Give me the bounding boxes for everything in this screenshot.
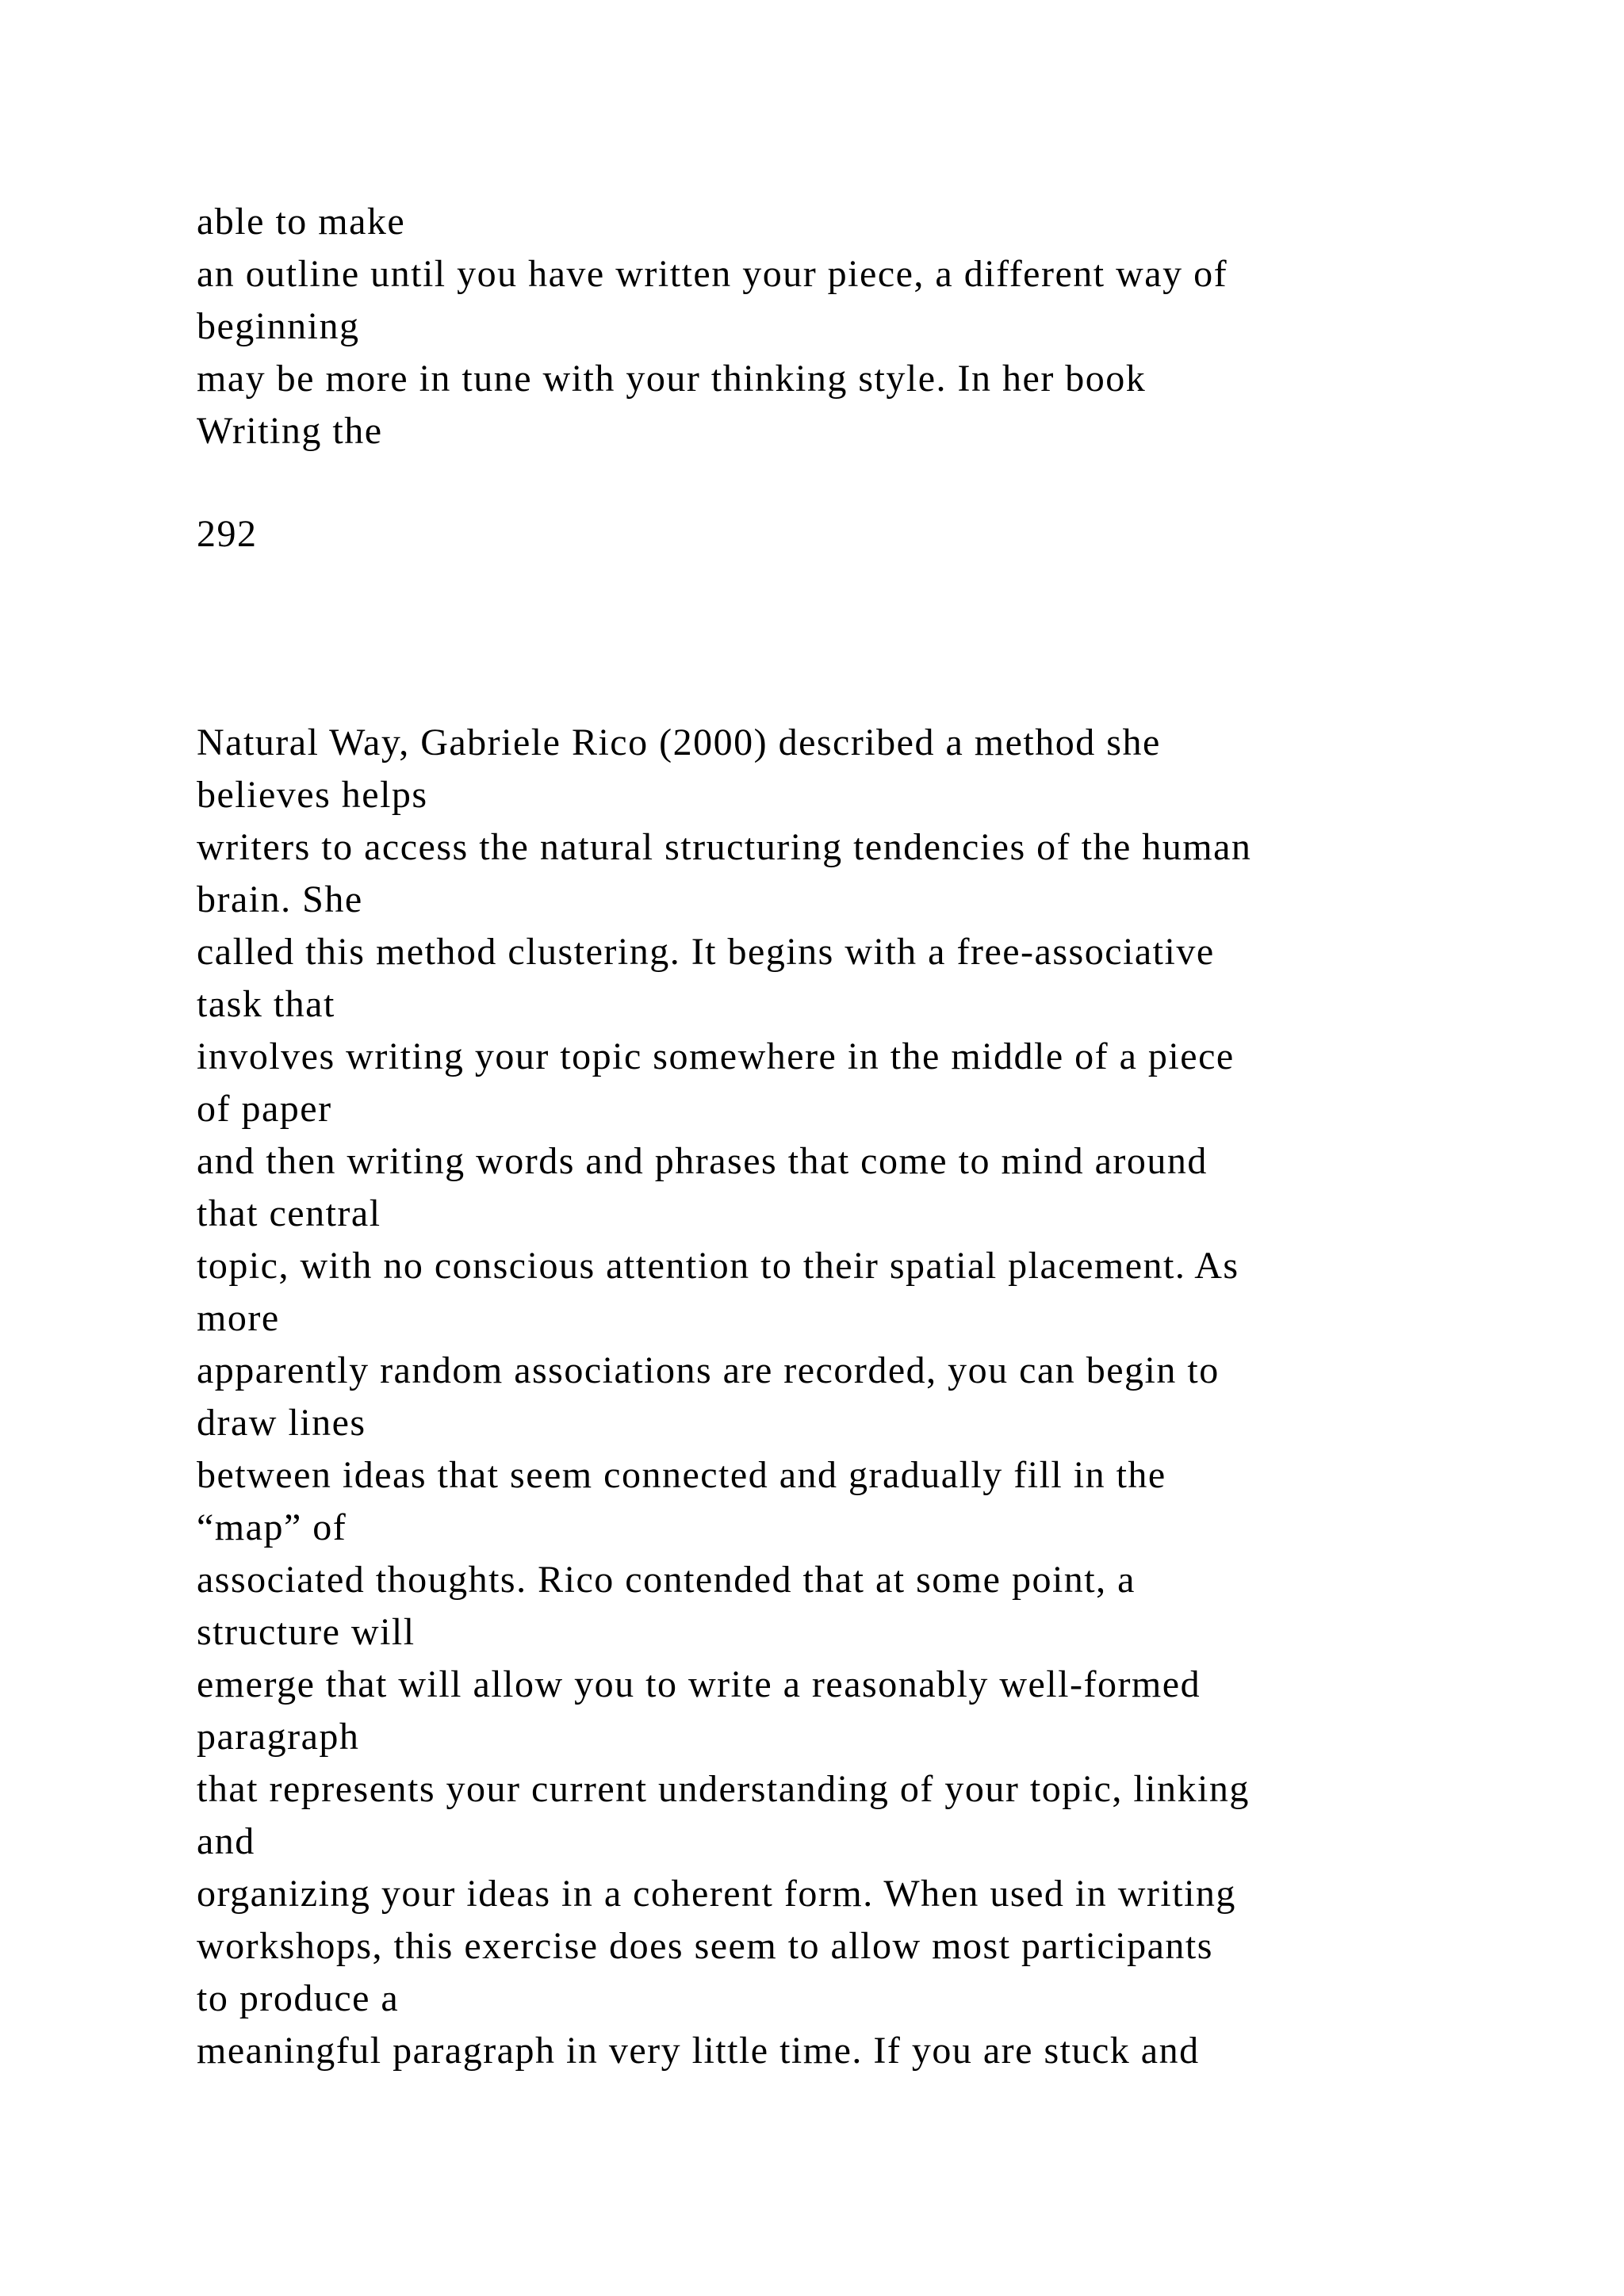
text-line: called this method clustering. It begins with a free-associative xyxy=(197,931,1215,973)
text-line: and then writing words and phrases that come to mind around xyxy=(197,1140,1208,1182)
text-line: brain. She xyxy=(197,878,363,920)
text-line: writers to access the natural structuring tendencies of the human xyxy=(197,826,1252,868)
text-line: that central xyxy=(197,1192,381,1234)
text-line: to produce a xyxy=(197,1977,400,2019)
text-line: an outline until you have written your piece, a different way of xyxy=(197,253,1228,295)
text-line: structure will xyxy=(197,1611,416,1653)
text-line: task that xyxy=(197,983,335,1025)
text-line: and xyxy=(197,1820,255,1862)
text-line: able to make xyxy=(197,201,406,243)
text-line: associated thoughts. Rico contended that at some point, a xyxy=(197,1559,1136,1601)
text-line: of paper xyxy=(197,1088,332,1130)
text-line: meaningful paragraph in very little time. If you are stuck and xyxy=(197,2030,1200,2072)
text-line: paragraph xyxy=(197,1716,360,1758)
text-line: may be more in tune with your thinking style. In her book xyxy=(197,358,1147,400)
text-line: workshops, this exercise does seem to allow most participants xyxy=(197,1925,1213,1967)
text-line: draw lines xyxy=(197,1402,366,1444)
page-number: 292 xyxy=(197,513,258,555)
text-line: Writing the xyxy=(197,410,383,452)
text-line: organizing your ideas in a coherent form. When used in writing xyxy=(197,1873,1236,1915)
text-line: between ideas that seem connected and gradually fill in the xyxy=(197,1454,1166,1496)
main-text-block xyxy=(197,717,1592,2077)
text-line: apparently random associations are recorded, you can begin to xyxy=(197,1349,1220,1391)
text-line: more xyxy=(197,1297,280,1339)
page-number-block xyxy=(197,508,1592,561)
text-line: Natural Way, Gabriele Rico (2000) described a method she xyxy=(197,721,1161,763)
text-line: beginning xyxy=(197,305,360,347)
text-line: emerge that will allow you to write a reasonably well-formed xyxy=(197,1663,1201,1705)
text-line: believes helps xyxy=(197,774,428,816)
text-line: “map” of xyxy=(197,1506,347,1548)
text-line: topic, with no conscious attention to their spatial placement. As xyxy=(197,1245,1239,1287)
top-text-block xyxy=(197,196,1592,457)
text-line: that represents your current understanding of your topic, linking xyxy=(197,1768,1250,1810)
text-line: involves writing your topic somewhere in the middle of a piece xyxy=(197,1035,1235,1077)
